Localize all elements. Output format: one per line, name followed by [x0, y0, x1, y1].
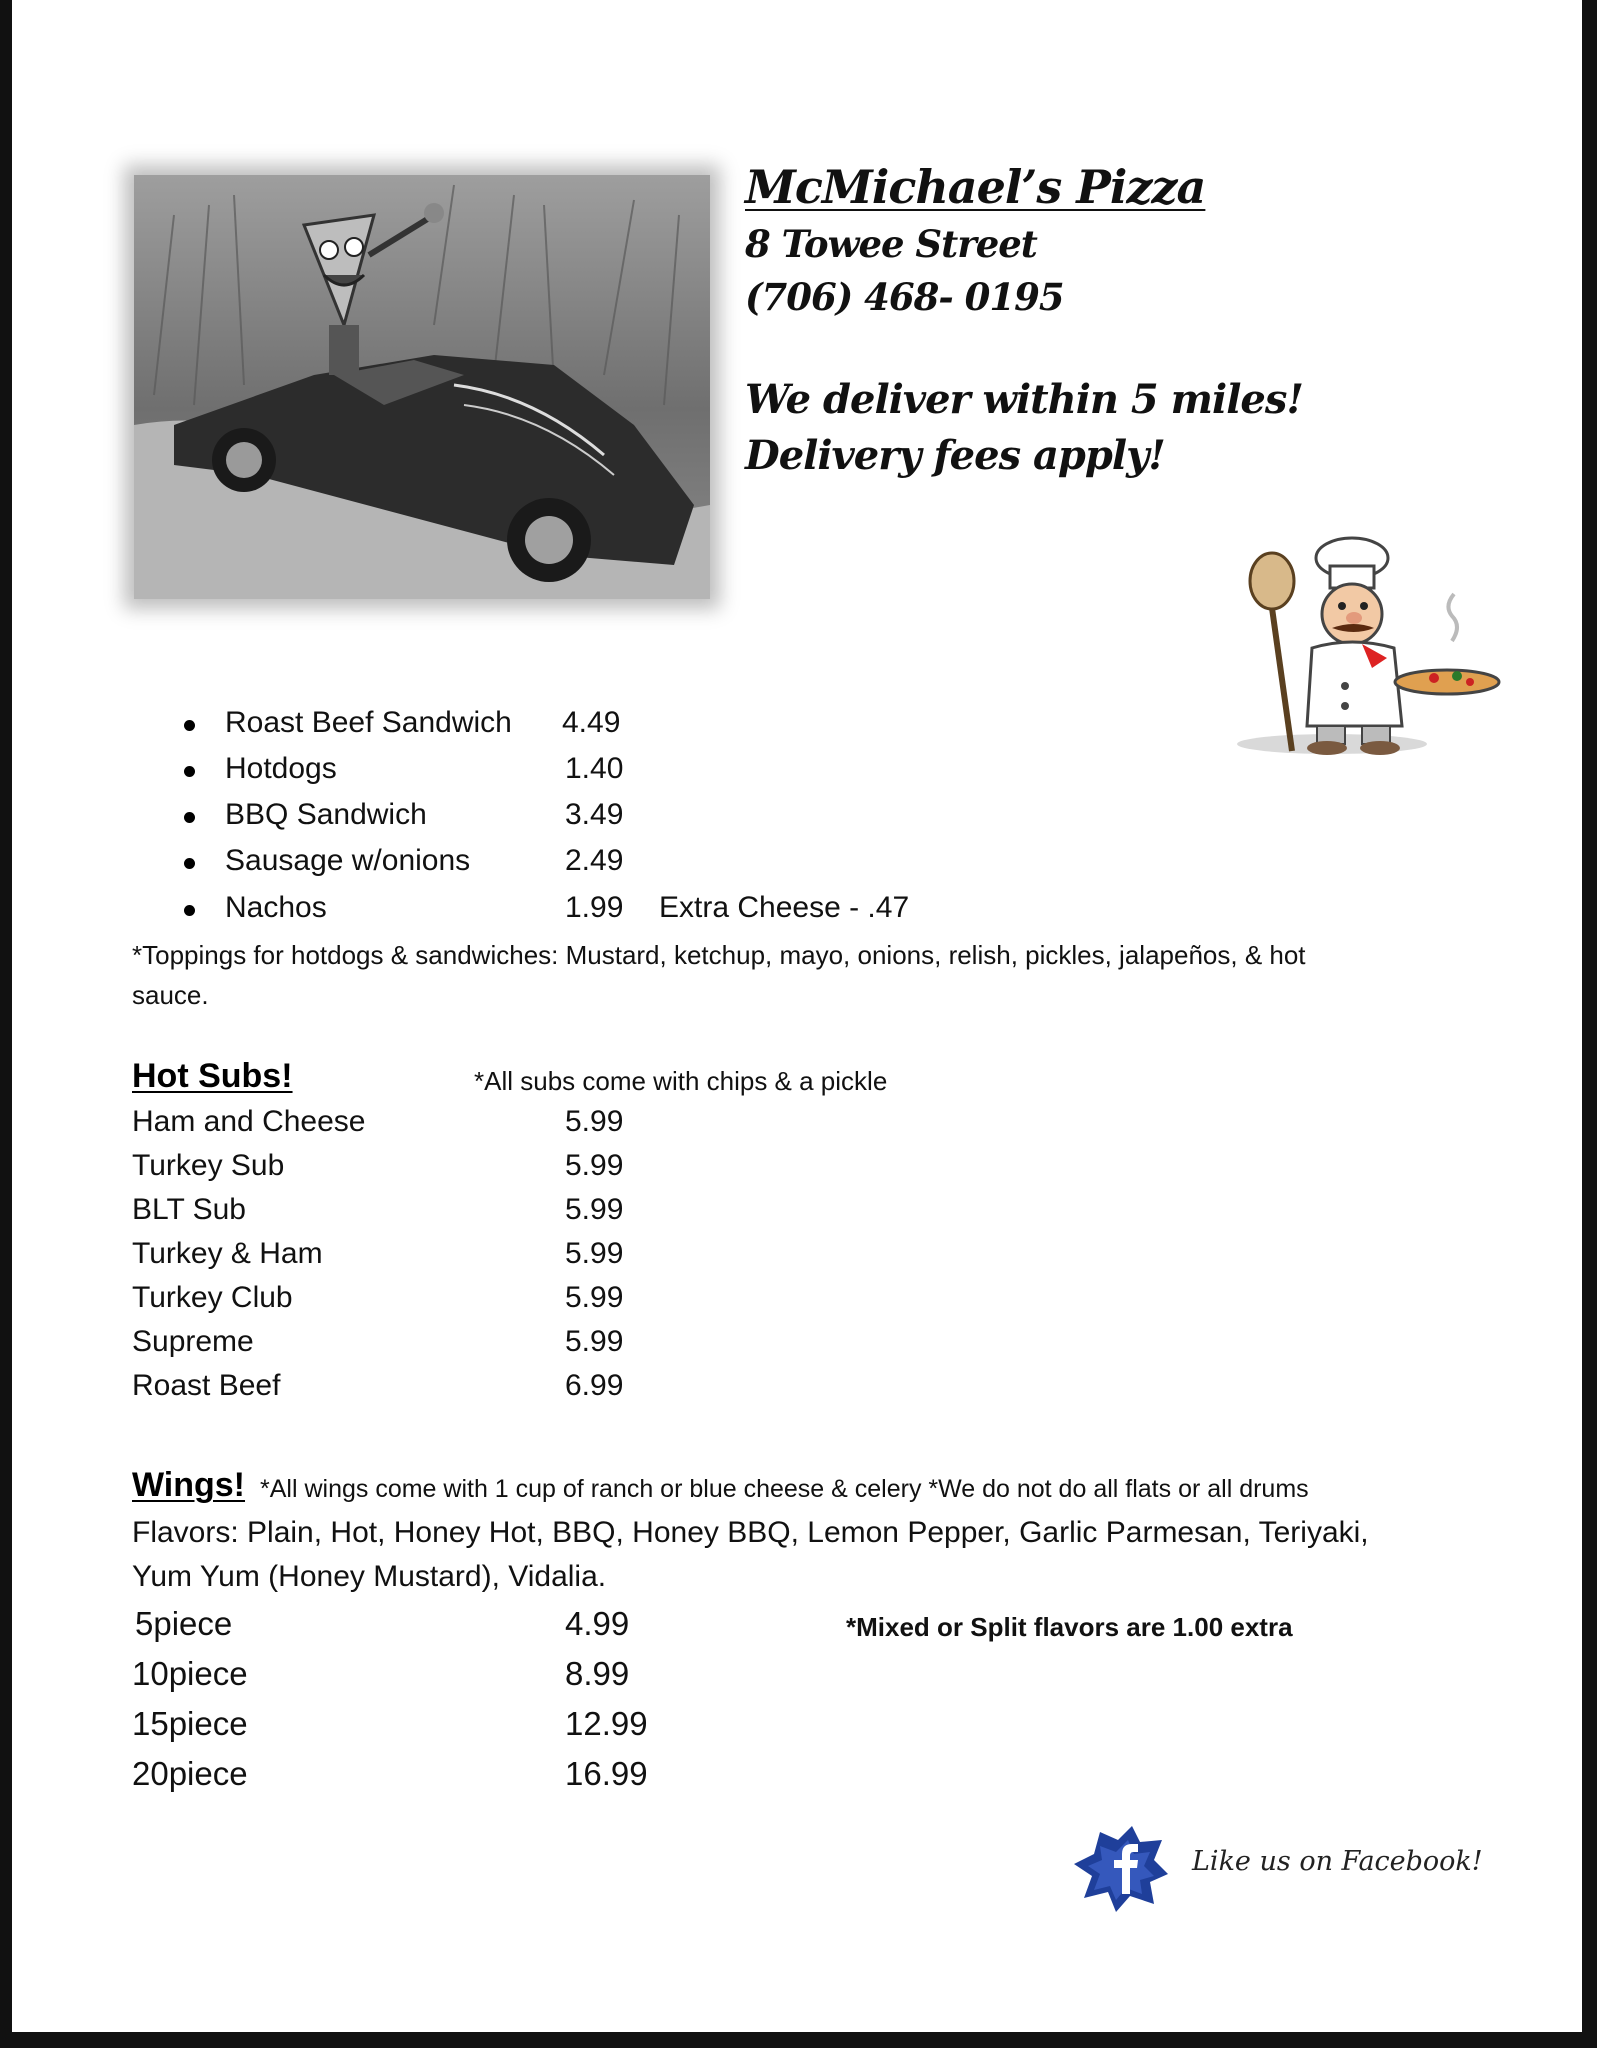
list-item-price: 16.99: [565, 1755, 648, 1792]
delivery-fee-text: Delivery fees apply!: [745, 432, 1165, 479]
list-item-price: 12.99: [565, 1705, 648, 1742]
list-item-price: 2.49: [565, 844, 624, 877]
list-item-name: BLT Sub: [132, 1193, 246, 1226]
extra-cheese-price: Extra Cheese - .47: [659, 891, 910, 924]
photo-frame: [134, 175, 710, 599]
hot-subs-note: *All subs come with chips & a pickle: [474, 1066, 888, 1096]
list-item-name: 10piece: [132, 1655, 248, 1692]
list-item-name: Turkey Club: [132, 1281, 293, 1314]
list-item-name: 5piece: [135, 1605, 233, 1642]
restaurant-name: McMichael’s Pizza: [745, 160, 1206, 214]
list-item-name: Turkey & Ham: [132, 1237, 323, 1270]
list-item-name: 20piece: [132, 1755, 248, 1792]
wings-flavors-line1: Flavors: Plain, Hot, Honey Hot, BBQ, Honey BBQ, Lemon Pepper, Garlic Parmesan, Teriyaki,: [132, 1516, 1369, 1549]
wings-flavors-line2: Yum Yum (Honey Mustard), Vidalia.: [132, 1560, 607, 1593]
list-item-price: 5.99: [565, 1105, 624, 1138]
bullet: [184, 766, 195, 777]
menu-page: [12, 0, 1582, 2032]
list-item-price: 1.99: [565, 891, 624, 924]
photo-illustration: [134, 175, 710, 599]
list-item-price: 5.99: [565, 1281, 624, 1314]
bullet: [184, 812, 195, 823]
list-item-name: Ham and Cheese: [132, 1105, 366, 1138]
list-item-price: 5.99: [565, 1149, 624, 1182]
wings-heading: Wings!: [132, 1466, 246, 1504]
list-item-name: BBQ Sandwich: [225, 798, 427, 831]
bullet: [184, 720, 195, 731]
list-item-price: 3.49: [565, 798, 624, 831]
bullet: [184, 905, 195, 916]
list-item-price: 8.99: [565, 1655, 630, 1692]
list-item-name: Supreme: [132, 1325, 254, 1358]
list-item-price: 6.99: [565, 1369, 624, 1402]
list-item-price: 5.99: [565, 1237, 624, 1270]
list-item-price: 5.99: [565, 1193, 624, 1226]
delivery-radius-text: We deliver within 5 miles!: [745, 376, 1303, 423]
hot-subs-heading: Hot Subs!: [132, 1057, 293, 1095]
facebook-icon[interactable]: [1070, 1822, 1170, 1914]
restaurant-address: 8 Towee Street: [745, 222, 1037, 266]
list-item-name: Turkey Sub: [132, 1149, 285, 1182]
list-item-name: Roast Beef Sandwich: [225, 706, 512, 739]
list-item-name: Hotdogs: [225, 752, 337, 785]
pizza-mascot-car-photo: [122, 163, 722, 611]
toppings-note-line1: *Toppings for hotdogs & sandwiches: Mustard, ketchup, mayo, onions, relish, pickles, jalapeños, & hot: [132, 940, 1306, 970]
list-item-price: 5.99: [565, 1325, 624, 1358]
list-item-price: 1.40: [565, 752, 624, 785]
chef-with-pizza-icon: [1212, 536, 1512, 766]
mixed-flavors-note: *Mixed or Split flavors are 1.00 extra: [846, 1612, 1293, 1642]
facebook-like-text[interactable]: Like us on Facebook!: [1192, 1846, 1483, 1877]
wings-note: *All wings come with 1 cup of ranch or blue cheese & celery *We do not do all flats or all drums: [260, 1475, 1309, 1503]
toppings-note-line2: sauce.: [132, 980, 209, 1010]
list-item-name: 15piece: [132, 1705, 248, 1742]
list-item-price: 4.49: [562, 706, 621, 739]
list-item-name: Nachos: [225, 891, 327, 924]
bullet: [184, 858, 195, 869]
list-item-price: 4.99: [565, 1605, 630, 1642]
list-item-name: Roast Beef: [132, 1369, 281, 1402]
list-item-name: Sausage w/onions: [225, 844, 471, 877]
restaurant-phone: (706) 468- 0195: [745, 275, 1064, 319]
